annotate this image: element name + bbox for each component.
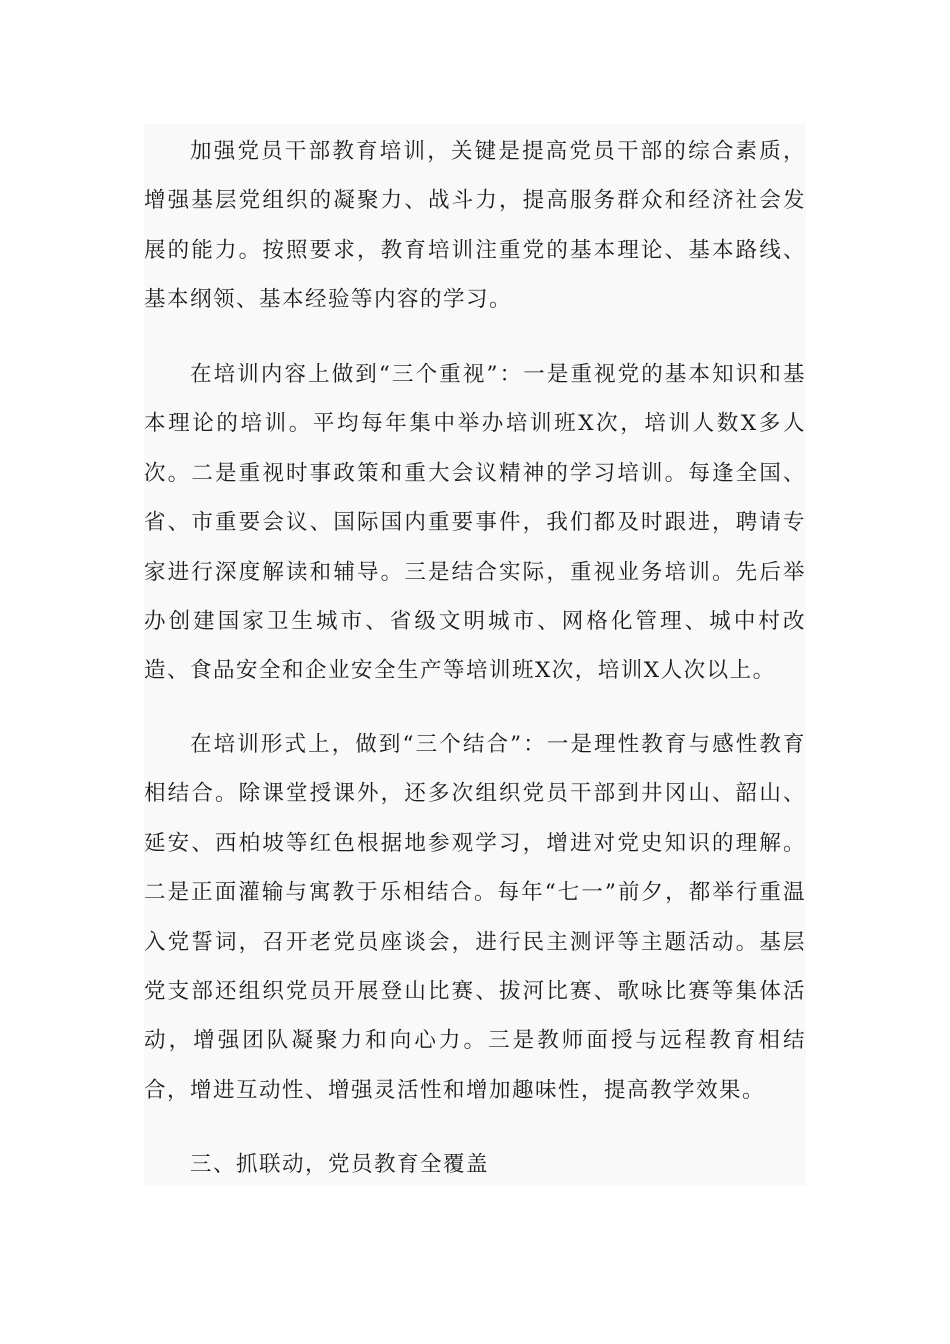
paragraph-training-forms: 在培训形式上，做到“三个结合”：一是理性教育与感性教育相结合。除课堂授课外，还多次组织党员干部到井冈山、韶山、延安、西柏坡等红色根据地参观学习，增进对党史知识的理解。二是正面灌输与寓教于乐相结合。每年“七一”前夕，都举行重温入党誓词，召开老党员座谈会，进行民主测评等主题活动。基层党支部还组织党员开展登山比赛、拔河比赛、歌咏比赛等集体活动，增强团队凝聚力和向心力。三是教师面授与远程教育相结合，增进互动性、增强灵活性和增加趣味性，提高教学效果。: [144, 732, 806, 1103]
document-body: [144, 124, 806, 1186]
paragraph-training-goals: 加强党员干部教育培训，关键是提高党员干部的综合素质，增强基层党组织的凝聚力、战斗力，提高服务群众和经济社会发展的能力。按照要求，教育培训注重党的基本理论、基本路线、基本纲领、基本经验等内容的学习。: [144, 139, 806, 313]
section-heading: 三、抓联动，党员教育全覆盖: [190, 1152, 490, 1177]
paragraph-training-content: 在培训内容上做到“三个重视”：一是重视党的基本知识和基本理论的培训。平均每年集中举办培训班X次，培训人数X多人次。二是重视时事政策和重大会议精神的学习培训。每逢全国、省、市重要会议、国际国内重要事件，我们都及时跟进，聘请专家进行深度解读和辅导。三是结合实际，重视业务培训。先后举办创建国家卫生城市、省级文明城市、网格化管理、城中村改造、食品安全和企业安全生产等培训班X次，培训X人次以上。: [144, 362, 806, 684]
